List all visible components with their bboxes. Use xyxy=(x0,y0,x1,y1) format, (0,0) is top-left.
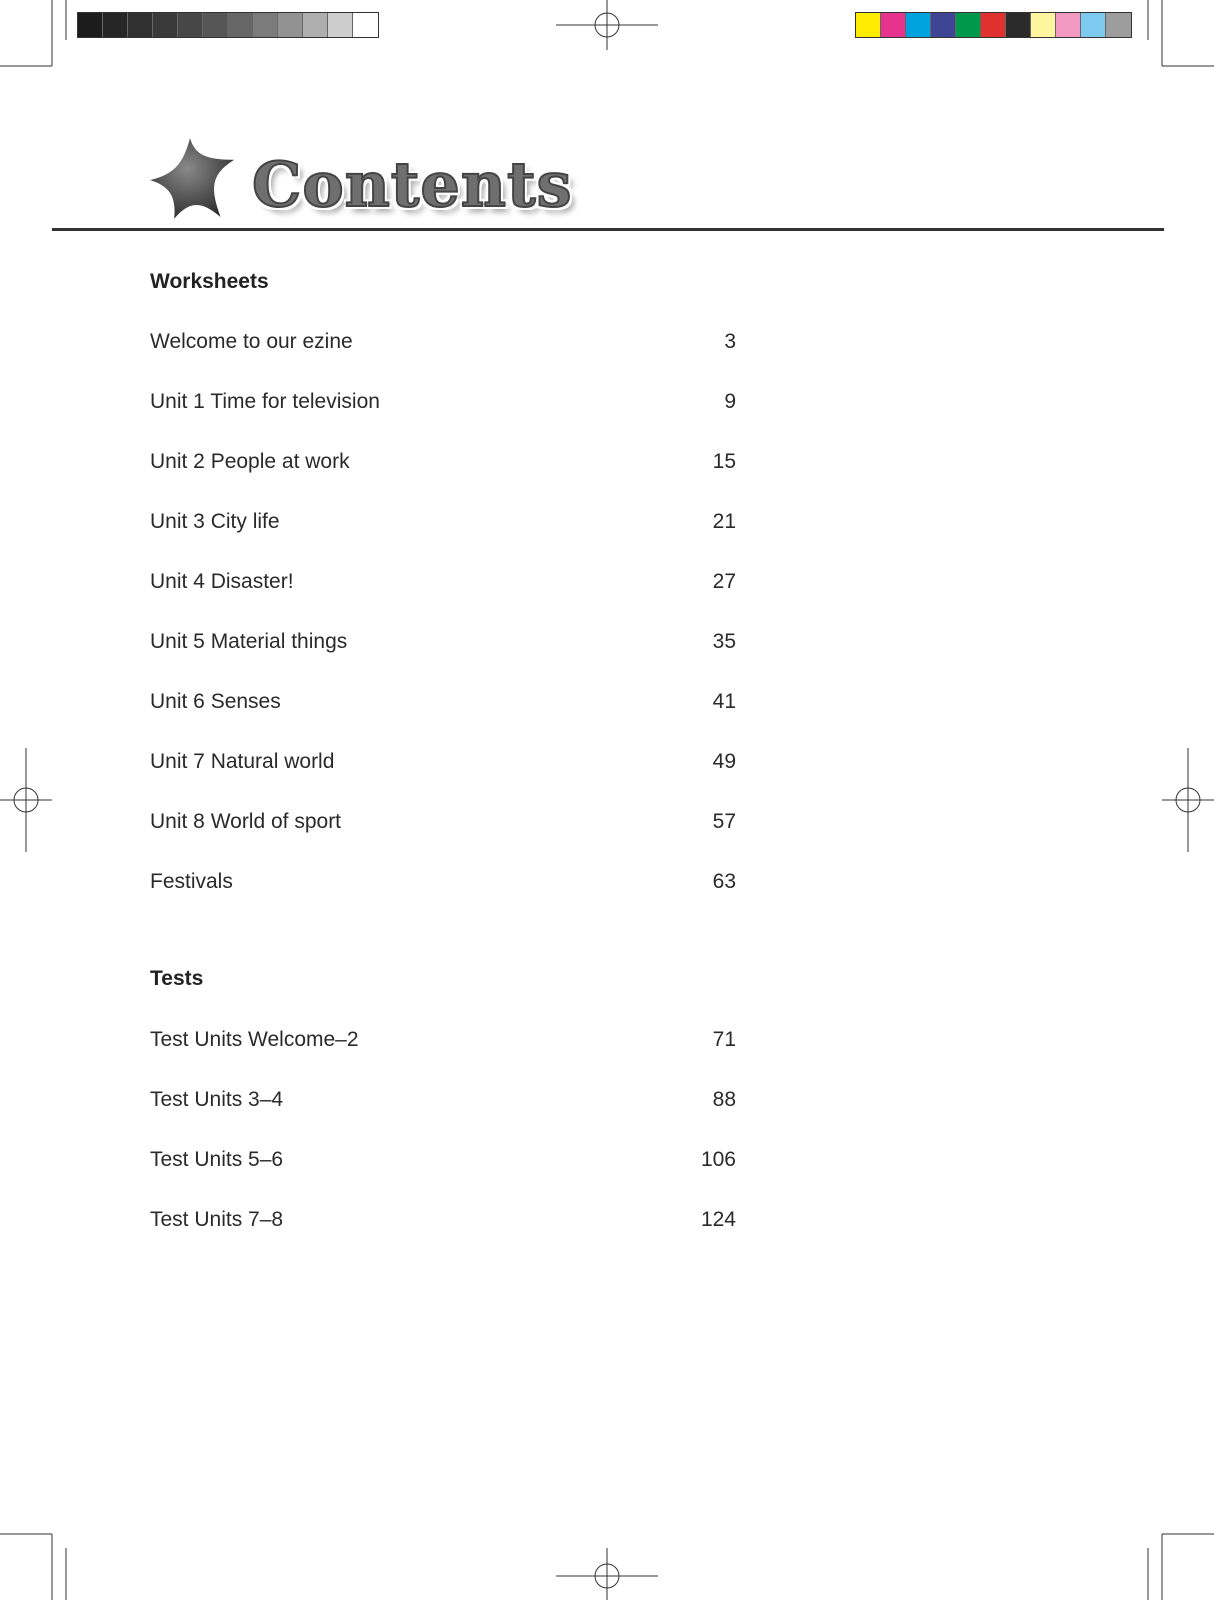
toc-entry-title: Unit 5 Material things xyxy=(150,630,348,653)
worksheets-heading: Worksheets xyxy=(150,270,269,293)
color-swatch xyxy=(178,13,203,37)
color-swatch xyxy=(228,13,253,37)
toc-entry xyxy=(150,552,736,612)
color-swatch xyxy=(203,13,228,37)
color-swatch xyxy=(1056,13,1081,37)
toc-entry xyxy=(150,1010,736,1070)
color-swatch xyxy=(956,13,981,37)
color-swatch xyxy=(1106,13,1131,37)
toc-entry-title: Unit 2 People at work xyxy=(150,450,350,473)
toc-entry-title: Test Units Welcome–2 xyxy=(150,1028,359,1051)
color-swatch xyxy=(981,13,1006,37)
toc-entry xyxy=(150,492,736,552)
toc-entry xyxy=(150,672,736,732)
toc-entry-page-number: 9 xyxy=(724,390,736,413)
toc-entry-page-number: 57 xyxy=(712,810,736,833)
toc-entry xyxy=(150,732,736,792)
color-swatch xyxy=(1006,13,1031,37)
toc-entry xyxy=(150,372,736,432)
color-swatch xyxy=(1031,13,1056,37)
toc-entry xyxy=(150,312,736,372)
color-swatch xyxy=(906,13,931,37)
color-swatch xyxy=(253,13,278,37)
toc-entry-title: Unit 8 World of sport xyxy=(150,810,342,833)
toc-entry-page-number: 63 xyxy=(712,870,736,893)
toc-entry xyxy=(150,1190,736,1250)
toc-entry-title: Unit 1 Time for television xyxy=(150,390,380,413)
toc-entry-page-number: 106 xyxy=(700,1148,736,1171)
color-swatch xyxy=(153,13,178,37)
toc-entry-title: Festivals xyxy=(150,870,233,893)
toc-entry-title: Unit 6 Senses xyxy=(150,690,281,713)
color-swatch xyxy=(931,13,956,37)
star-icon xyxy=(140,128,250,228)
toc-entry xyxy=(150,1070,736,1130)
tests-list xyxy=(150,1010,736,1250)
grayscale-calibration-strip xyxy=(77,12,379,38)
toc-entry xyxy=(150,852,736,912)
color-calibration-strip xyxy=(855,12,1132,38)
color-swatch xyxy=(856,13,881,37)
color-swatch xyxy=(278,13,303,37)
color-swatch xyxy=(881,13,906,37)
toc-entry xyxy=(150,1130,736,1190)
toc-entry-page-number: 41 xyxy=(712,690,736,713)
header-divider xyxy=(52,228,1164,231)
color-swatch xyxy=(78,13,103,37)
toc-entry xyxy=(150,612,736,672)
toc-entry-page-number: 3 xyxy=(724,330,736,353)
toc-entry xyxy=(150,792,736,852)
color-swatch xyxy=(103,13,128,37)
toc-entry-title: Test Units 7–8 xyxy=(150,1208,284,1231)
toc-entry-page-number: 71 xyxy=(712,1028,736,1051)
toc-entry-page-number: 15 xyxy=(712,450,736,473)
toc-entry-title: Test Units 3–4 xyxy=(150,1088,284,1111)
toc-entry-page-number: 124 xyxy=(700,1208,736,1231)
color-swatch xyxy=(328,13,353,37)
color-swatch xyxy=(353,13,378,37)
toc-entry-title: Unit 4 Disaster! xyxy=(150,570,294,593)
color-swatch xyxy=(303,13,328,37)
toc-entry-page-number: 88 xyxy=(712,1088,736,1111)
contents-header xyxy=(140,128,740,228)
toc-entry xyxy=(150,432,736,492)
toc-entry-title: Test Units 5–6 xyxy=(150,1148,284,1171)
toc-entry-page-number: 21 xyxy=(712,510,736,533)
color-swatch xyxy=(1081,13,1106,37)
toc-entry-page-number: 35 xyxy=(712,630,736,653)
toc-entry-title: Welcome to our ezine xyxy=(150,330,353,353)
toc-entry-page-number: 27 xyxy=(712,570,736,593)
color-swatch xyxy=(128,13,153,37)
tests-heading: Tests xyxy=(150,967,204,990)
worksheets-list xyxy=(150,312,736,912)
toc-entry-page-number: 49 xyxy=(712,750,736,773)
toc-entry-title: Unit 7 Natural world xyxy=(150,750,335,773)
toc-entry-title: Unit 3 City life xyxy=(150,510,280,533)
page-title: Contents xyxy=(252,148,573,221)
